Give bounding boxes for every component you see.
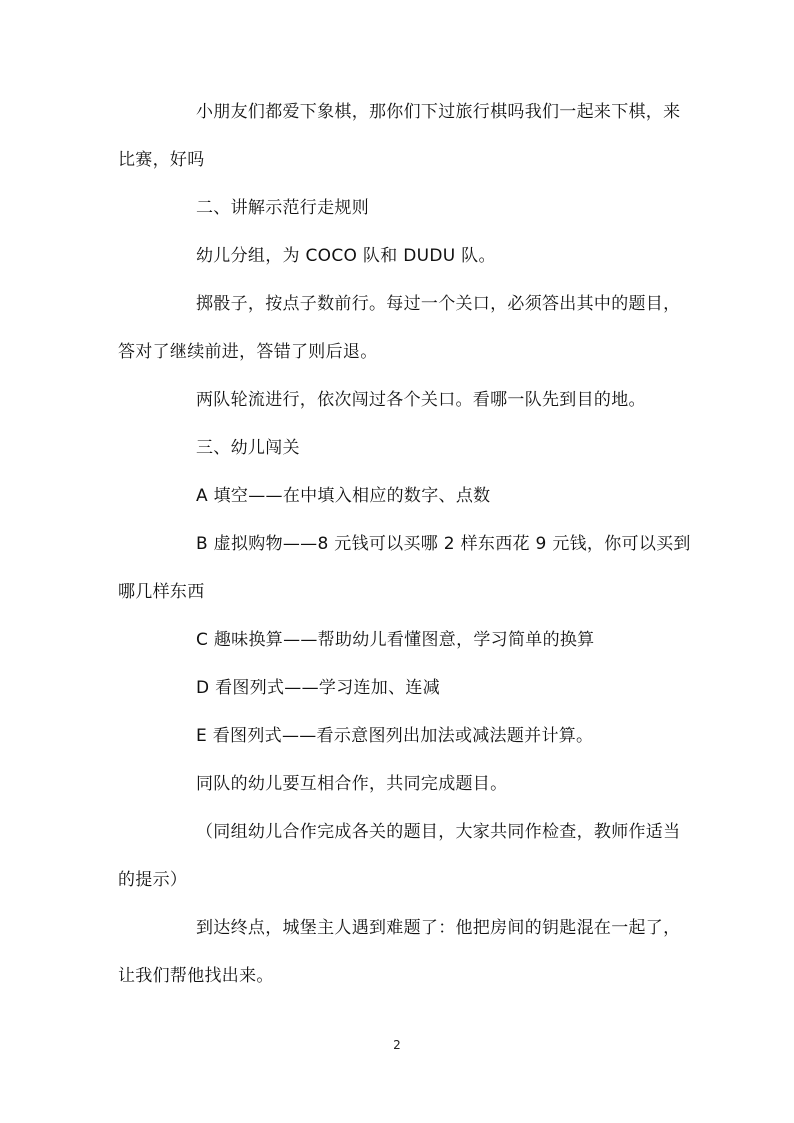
challenge-item-e: E 看图列式——看示意图列出加法或减法题并计算。 [196, 726, 594, 746]
paragraph-finish: 到达终点，城堡主人遇到难题了：他把房间的钥匙混在一起了，让我们帮他找出来。 [118, 918, 681, 986]
paragraph-intro: 小朋友们都爱下象棋，那你们下过旅行棋吗我们一起来下棋，来比赛，好吗 [118, 102, 681, 170]
paragraph-cooperation: 同队的幼儿要互相合作，共同完成题目。 [196, 774, 508, 794]
challenge-item-d: D 看图列式——学习连加、连减 [196, 678, 440, 698]
paragraph-turns: 两队轮流进行，依次闯过各个关口。看哪一队先到目的地。 [196, 390, 646, 410]
paragraph-teacher-note: （同组幼儿合作完成各关的题目，大家共同作检查，教师作适当的提示） [118, 822, 681, 890]
challenge-item-a: A 填空——在中填入相应的数字、点数 [196, 486, 491, 506]
page-number: 2 [393, 1038, 401, 1052]
paragraph-grouping: 幼儿分组，为 COCO 队和 DUDU 队。 [196, 246, 496, 266]
paragraph-dice: 掷骰子，按点子数前行。每过一个关口，必须答出其中的题目，答对了继续前进，答错了则后退。 [118, 294, 681, 362]
challenge-item-c: C 趣味换算——帮助幼儿看懂图意，学习简单的换算 [196, 630, 595, 650]
section-heading-rules: 二、讲解示范行走规则 [196, 198, 369, 218]
document-body [118, 88, 696, 1000]
challenge-item-b: B 虚拟购物——8 元钱可以买哪 2 样东西花 9 元钱，你可以买到哪几样东西 [118, 534, 691, 602]
section-heading-challenges: 三、幼儿闯关 [196, 438, 300, 458]
